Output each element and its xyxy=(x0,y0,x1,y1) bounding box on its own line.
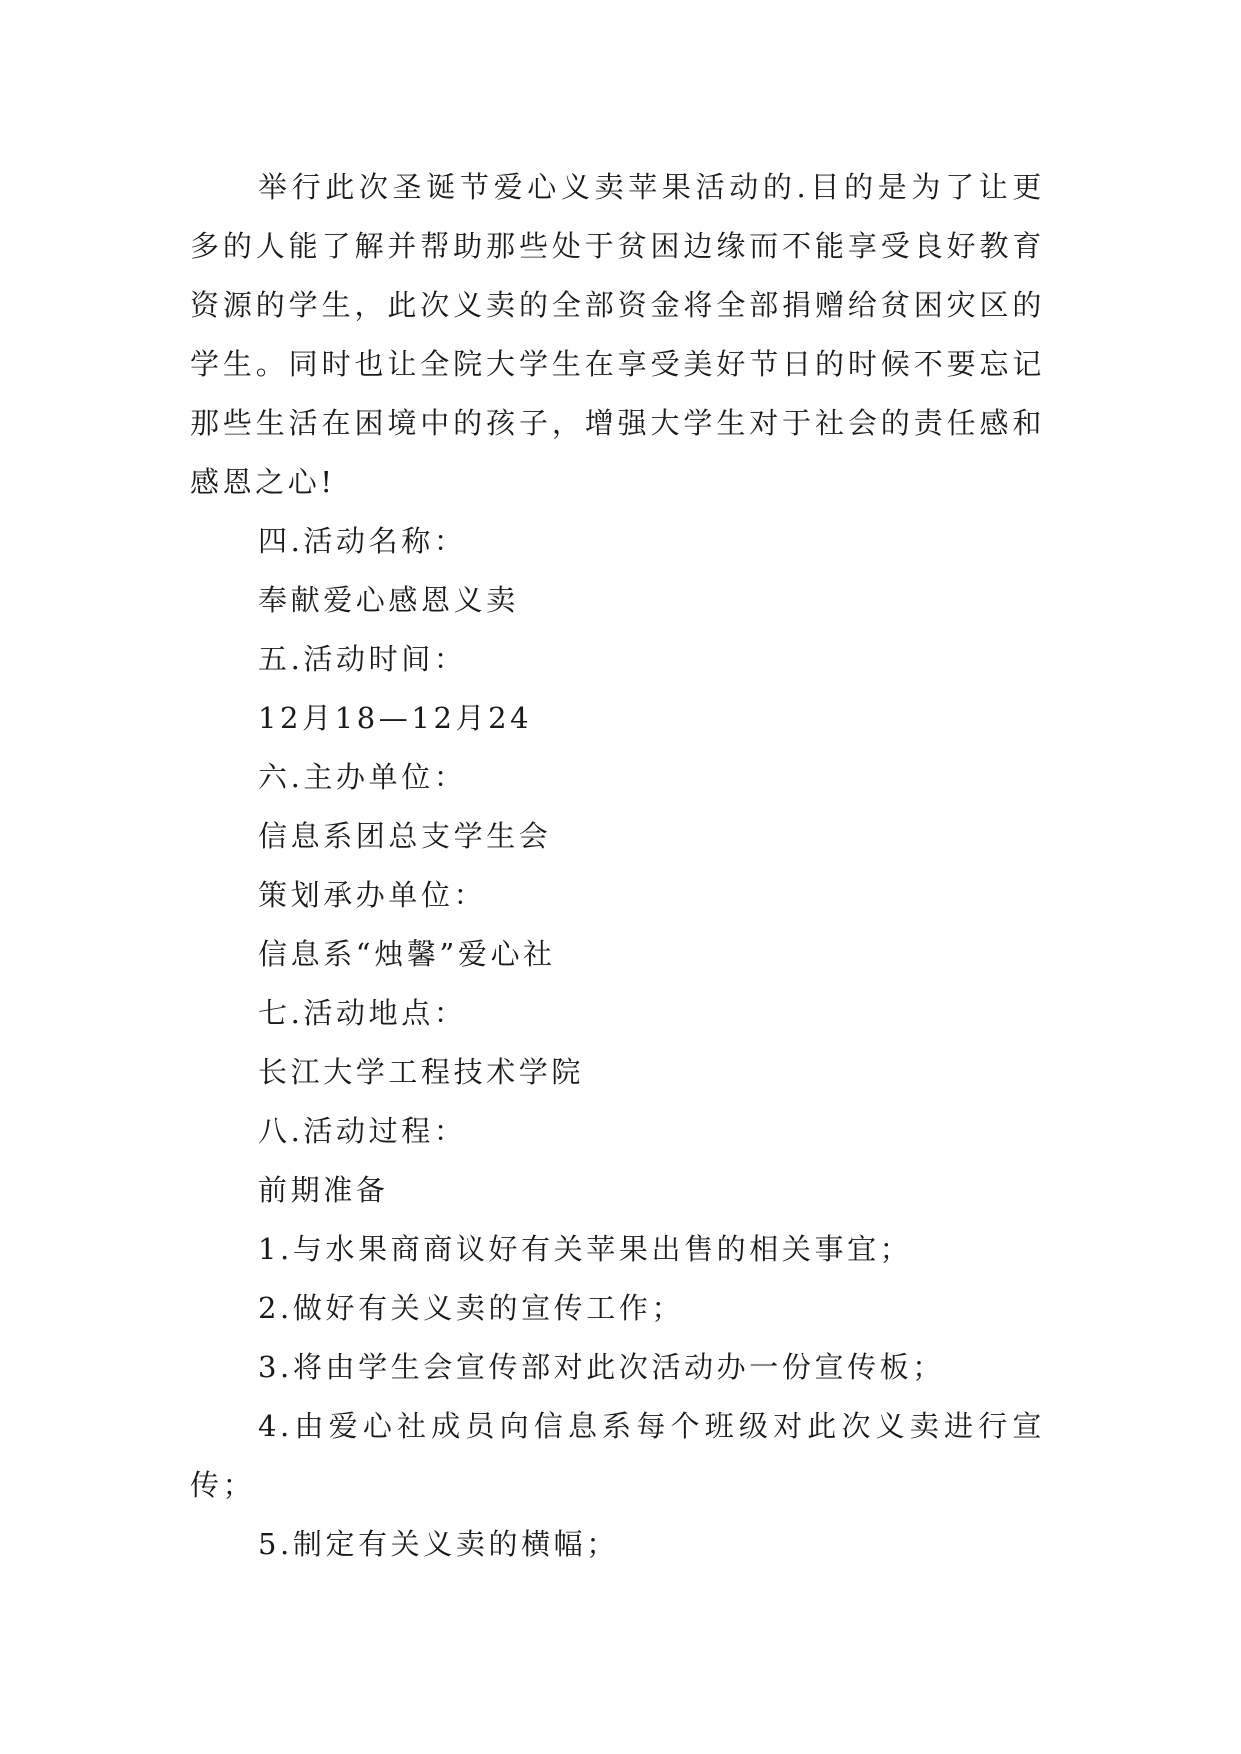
planner-value: 信息系“烛馨”爱心社 xyxy=(258,937,556,971)
prep-item: 4.由爱心社成员向信息系每个班级对此次义卖进行宣传； xyxy=(190,1409,1045,1502)
activity-name-value: 奉献爱心感恩义卖 xyxy=(258,583,519,617)
organizer-value: 信息系团总支学生会 xyxy=(258,819,552,853)
activity-name-heading: 四.活动名称： xyxy=(258,524,467,558)
prep-heading: 前期准备 xyxy=(258,1173,389,1207)
prep-item: 2.做好有关义卖的宣传工作； xyxy=(258,1291,685,1325)
process-heading: 八.活动过程： xyxy=(258,1114,467,1148)
planner-heading: 策划承办单位： xyxy=(258,878,487,912)
document-page xyxy=(190,158,1045,1574)
prep-item: 3.将由学生会宣传部对此次活动办一份宣传板； xyxy=(258,1350,945,1384)
prep-item: 5.制定有关义卖的横幅； xyxy=(258,1527,619,1561)
location-value: 长江大学工程技术学院 xyxy=(258,1055,585,1089)
activity-time-value: 12月18—12月24 xyxy=(258,701,533,735)
activity-time-heading: 五.活动时间： xyxy=(258,642,467,676)
location-heading: 七.活动地点： xyxy=(258,996,467,1030)
organizer-heading: 六.主办单位： xyxy=(258,760,467,794)
intro-paragraph: 举行此次圣诞节爱心义卖苹果活动的.目的是为了让更多的人能了解并帮助那些处于贫困边缘而不能享受良好教育资源的学生，此次义卖的全部资金将全部捐赠给贫困灾区的学生。同时也让全院大学生在享受美好节日的时候不要忘记那些生活在困境中的孩子，增强大学生对于社会的责任感和感恩之心! xyxy=(190,170,1045,499)
prep-item: 1.与水果商商议好有关苹果出售的相关事宜； xyxy=(258,1232,913,1266)
